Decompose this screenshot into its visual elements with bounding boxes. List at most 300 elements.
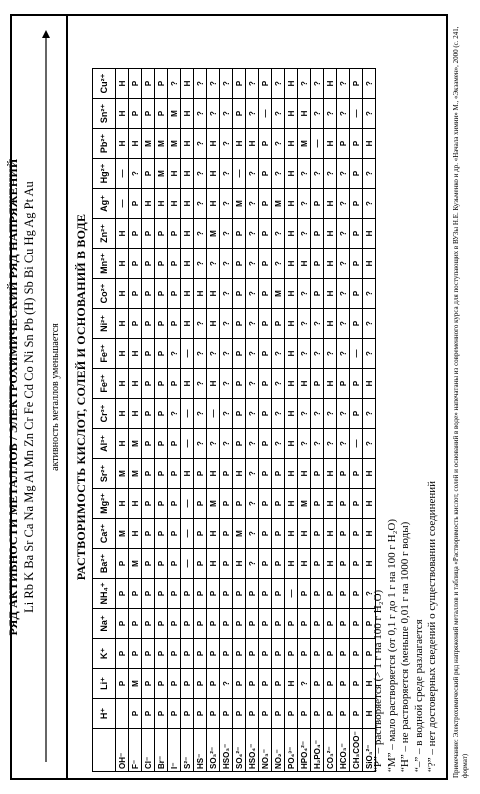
solubility-cell: Р [324,579,337,609]
solubility-cell: Р [259,669,272,699]
corner-cell [93,729,116,772]
solubility-cell: Н [116,99,129,129]
cation-header: Pb²⁺ [93,129,116,159]
solubility-cell: Р [246,669,259,699]
solubility-cell: Р [129,309,142,339]
solubility-cell: Н [285,309,298,339]
solubility-cell: М [233,189,246,219]
solubility-cell: ? [207,249,220,279]
cation-header: Li⁺ [93,669,116,699]
solubility-cell: Р [233,69,246,99]
cation-header: NH₄⁺ [93,579,116,609]
solubility-cell: ? [324,339,337,369]
solubility-cell: Р [311,369,324,399]
solubility-cell: ? [337,189,350,219]
solubility-cell: Р [337,549,350,579]
solubility-cell: Р [168,639,181,669]
solubility-cell: — [116,159,129,189]
solubility-cell: ? [311,399,324,429]
anion-label: Cl⁻ [142,729,155,772]
solubility-cell: Н [298,549,311,579]
solubility-cell: Р [155,459,168,489]
solubility-cell: ? [324,399,337,429]
solubility-cell: ? [168,339,181,369]
solubility-cell: Р [337,459,350,489]
solubility-cell: Н [285,279,298,309]
solubility-cell: ? [246,279,259,309]
solubility-cell: ? [272,69,285,99]
solubility-cell: Р [350,249,363,279]
solubility-cell: Н [285,69,298,99]
solubility-cell: Р [311,279,324,309]
solubility-cell: Р [194,549,207,579]
solubility-cell: Р [233,99,246,129]
solubility-cell: ? [363,339,376,369]
solubility-cell: Р [142,69,155,99]
solubility-cell: Р [194,669,207,699]
solubility-cell: Н [116,369,129,399]
solubility-cell: Р [233,429,246,459]
solubility-cell: Р [337,639,350,669]
solubility-cell: Р [246,609,259,639]
cation-header: Ca²⁺ [93,519,116,549]
solubility-cell: Н [116,339,129,369]
solubility-cell: ? [272,429,285,459]
solubility-cell: Р [129,279,142,309]
solubility-cell: ? [311,339,324,369]
cation-header: Fe³⁺ [93,339,116,369]
table-row [337,69,350,772]
solubility-cell: Н [324,249,337,279]
solubility-cell: Р [181,579,194,609]
solubility-cell: Р [337,369,350,399]
solubility-cell: Р [129,249,142,279]
solubility-cell: ? [246,99,259,129]
solubility-cell: ? [363,579,376,609]
solubility-cell: — [207,399,220,429]
solubility-cell: ? [272,399,285,429]
solubility-cell: Р [207,609,220,639]
solubility-cell: Р [350,699,363,729]
solubility-cell: Р [259,399,272,429]
solubility-cell: ? [363,309,376,339]
table-row [129,69,142,772]
solubility-cell: ? [194,99,207,129]
solubility-cell: Р [220,489,233,519]
table-row [207,69,220,772]
legend-item-question: “?” – нет достоверных сведений о существовании соединений [426,481,438,772]
solubility-cell: Н [207,279,220,309]
solubility-cell: М [298,129,311,159]
legend-item-m: “М” – мало растворяется (от 0,1 г до 1 г на 100 г H₂O) [385,518,398,772]
anion-label: I⁻ [168,729,181,772]
solubility-cell: Р [155,429,168,459]
solubility-cell: ? [311,429,324,459]
solubility-cell: М [168,129,181,159]
solubility-cell: Н [298,249,311,279]
solubility-cell: ? [298,309,311,339]
solubility-cell: Р [233,639,246,669]
solubility-cell: ? [272,129,285,159]
solubility-cell: Р [181,639,194,669]
solubility-cell: Р [142,429,155,459]
solubility-cell: ? [194,339,207,369]
solubility-cell: Р [324,639,337,669]
solubility-cell: Н [207,459,220,489]
solubility-cell: Р [207,669,220,699]
solubility-cell: Р [142,549,155,579]
solubility-cell: — [311,129,324,159]
cation-header: Al³⁺ [93,429,116,459]
activity-note: активность металлов уменьшается [50,323,61,471]
solubility-cell: Н [129,339,142,369]
solubility-cell: Р [311,459,324,489]
solubility-cell: ? [363,429,376,459]
solubility-cell: Р [259,249,272,279]
table-row [246,69,259,772]
solubility-cell: Р [337,669,350,699]
footnote: Примечание: Электрохимический ряд напряжений металлов и таблица «Растворимость кислот, солей и оснований в воде» напечатаны из современного курса для поступающих в ВУЗы Н.Е. Кузьменко и др. «Начала химии» М., «Экзамен», 2000 (с. 241, формат) [452,26,469,778]
solubility-cell: Р [350,579,363,609]
solubility-cell: Н [324,549,337,579]
solubility-cell: Р [168,669,181,699]
solubility-cell: Р [298,579,311,609]
solubility-cell: Р [259,129,272,159]
solubility-cell: Р [311,489,324,519]
activity-series: Li Rb K Ba Sr Ca Na Mg Al Mn Zn Cr Fe Cd Co Ni Sn Pb (H) Sb Bi Cu Hg Ag Pt Au [22,181,36,613]
solubility-cell: Н [181,309,194,339]
anion-label: PO₄³⁻ [285,729,298,772]
solubility-cell: Р [194,489,207,519]
cation-header: Ag⁺ [93,189,116,219]
solubility-cell: Н [142,189,155,219]
solubility-cell: Р [350,669,363,699]
solubility-cell: Н [285,369,298,399]
solubility-cell: Р [194,579,207,609]
solubility-table [92,68,376,772]
solubility-cell: Н [207,549,220,579]
solubility-cell: Н [324,519,337,549]
solubility-cell: Н [207,369,220,399]
solubility-cell: Р [142,519,155,549]
solubility-cell: Н [298,369,311,399]
solubility-cell: Р [142,159,155,189]
solubility-cell: Р [142,459,155,489]
solubility-cell: Р [155,699,168,729]
cation-header: Sn²⁺ [93,99,116,129]
solubility-cell: Р [116,579,129,609]
solubility-cell: Р [142,99,155,129]
solubility-cell: Н [363,129,376,159]
solubility-cell: ? [298,69,311,99]
table-row [324,69,337,772]
solubility-cell: Н [129,129,142,159]
solubility-cell: — [181,549,194,579]
solubility-cell: Р [155,489,168,519]
solubility-cell: М [207,219,220,249]
solubility-cell: Р [259,159,272,189]
solubility-cell: Н [285,129,298,159]
solubility-cell: ? [363,189,376,219]
solubility-cell: Н [181,189,194,219]
solubility-cell: ? [194,129,207,159]
solubility-cell: ? [246,219,259,249]
solubility-cell: ? [298,279,311,309]
solubility-cell: Р [259,309,272,339]
anion-label: CO₃²⁻ [324,729,337,772]
solubility-cell: ? [324,159,337,189]
solubility-cell: Р [350,219,363,249]
section-divider [66,14,68,780]
solubility-cell: Н [285,549,298,579]
solubility-cell: ? [363,279,376,309]
solubility-cell: ? [363,159,376,189]
solubility-cell: Н [285,489,298,519]
solubility-cell: ? [363,399,376,429]
table-row [220,69,233,772]
solubility-cell: М [207,489,220,519]
solubility-cell: ? [246,69,259,99]
solubility-cell: Р [298,639,311,669]
solubility-cell: Н [207,189,220,219]
solubility-cell: Р [155,399,168,429]
solubility-cell: Р [233,669,246,699]
anion-label: SO₄²⁻ [233,729,246,772]
solubility-cell: Р [337,489,350,519]
solubility-cell: Н [181,279,194,309]
solubility-cell: Р [168,609,181,639]
solubility-cell: Р [272,489,285,519]
solubility-cell: — [181,489,194,519]
solubility-cell: Р [142,399,155,429]
solubility-cell: Н [285,669,298,699]
solubility-cell [116,699,129,729]
solubility-cell: Р [311,579,324,609]
solubility-cell: Р [168,459,181,489]
solubility-cell: Н [363,549,376,579]
solubility-cell: ? [246,339,259,369]
solubility-cell: Н [155,189,168,219]
solubility-cell: Р [142,699,155,729]
solubility-cell: Р [155,339,168,369]
solubility-cell: Н [324,129,337,159]
solubility-cell: Р [220,579,233,609]
solubility-cell: Н [129,519,142,549]
legend-item-n: “Н” – не растворяется (меньше 0,01 г на 1000 г воды) [399,521,411,772]
table-row [168,69,181,772]
solubility-cell: ? [324,429,337,459]
table-row [233,69,246,772]
solubility-cell: Р [168,219,181,249]
solubility-cell: ? [207,99,220,129]
solubility-cell: Р [233,489,246,519]
solubility-cell: М [155,159,168,189]
solubility-cell: ? [337,429,350,459]
solubility-cell: Н [129,399,142,429]
solubility-cell: Н [116,399,129,429]
solubility-cell: ? [246,549,259,579]
solubility-cell: Р [116,549,129,579]
solubility-cell: ? [220,369,233,399]
solubility-cell: Р [324,609,337,639]
solubility-cell: ? [220,189,233,219]
cation-header: Cu²⁺ [93,69,116,99]
solubility-cell: Р [246,579,259,609]
solubility-cell: Р [142,309,155,339]
solubility-cell: Р [142,609,155,639]
solubility-cell: Р [168,429,181,459]
legend-item-p: “Р” – растворяется (> 1 г на 100 г H₂O) [372,589,384,772]
solubility-cell: ? [272,159,285,189]
solubility-cell: Н [324,219,337,249]
solubility-cell: Р [142,669,155,699]
solubility-cell: Н [246,129,259,159]
cation-header: Mn²⁺ [93,249,116,279]
solubility-cell: Н [129,489,142,519]
solubility-cell: ? [311,159,324,189]
solubility-cell: Р [350,309,363,339]
solubility-cell: Р [324,669,337,699]
solubility-cell: ? [337,399,350,429]
solubility-cell: Р [259,369,272,399]
solubility-cell: Р [272,609,285,639]
solubility-cell: Р [155,369,168,399]
solubility-cell: М [168,99,181,129]
solubility-cell: ? [298,429,311,459]
solubility-cell: Р [129,699,142,729]
solubility-cell: Р [259,339,272,369]
anion-label: HPO₄²⁻ [298,729,311,772]
solubility-cell: Н [116,219,129,249]
solubility-cell: ? [220,129,233,159]
solubility-cell: Р [194,609,207,639]
solubility-cell: ? [220,399,233,429]
solubility-cell: Н [129,369,142,399]
solubility-cell: Р [272,579,285,609]
solubility-cell: ? [311,69,324,99]
solubility-cell: Н [363,519,376,549]
solubility-cell: Р [220,549,233,579]
anion-label: S²⁻ [181,729,194,772]
solubility-cell: Н [324,189,337,219]
solubility-cell: ? [207,429,220,459]
solubility-cell: Н [324,69,337,99]
solubility-cell: Р [155,249,168,279]
solubility-cell: ? [272,249,285,279]
solubility-cell: М [116,459,129,489]
solubility-cell: Р [259,519,272,549]
solubility-cell: Н [116,429,129,459]
solubility-cell: Н [181,129,194,159]
solubility-cell: Р [116,639,129,669]
solubility-cell: ? [246,159,259,189]
solubility-cell: М [129,669,142,699]
solubility-cell: Р [350,69,363,99]
solubility-cell: Р [168,309,181,339]
solubility-cell: ? [337,219,350,249]
solubility-cell: Р [142,219,155,249]
solubility-cell: Н [285,219,298,249]
solubility-cell: М [129,549,142,579]
solubility-cell: ? [220,339,233,369]
solubility-cell: Н [181,69,194,99]
solubility-cell: Н [285,339,298,369]
solubility-cell: Н [285,429,298,459]
solubility-cell: ? [246,309,259,339]
solubility-cell: Р [155,99,168,129]
solubility-cell: Р [233,249,246,279]
solubility-cell: ? [207,69,220,99]
solubility-cell: Р [311,249,324,279]
solubility-cell: Н [285,99,298,129]
solubility-cell: — [181,339,194,369]
solubility-cell: Р [129,609,142,639]
solubility-cell: Н [363,489,376,519]
solubility-cell: Р [207,639,220,669]
table-row [272,69,285,772]
solubility-cell: ? [298,159,311,189]
table-row [155,69,168,772]
solubility-cell: ? [168,69,181,99]
solubility-cell: Н [233,549,246,579]
solubility-cell: М [155,129,168,159]
solubility-cell: — [116,189,129,219]
solubility-cell: Н [181,219,194,249]
table-row [285,69,298,772]
solubility-cell: Н [324,369,337,399]
solubility-cell: Н [285,189,298,219]
solubility-cell: Р [363,609,376,639]
cation-header: K⁺ [93,639,116,669]
solubility-cell: Р [155,639,168,669]
solubility-cell: Р [181,609,194,639]
solubility-cell: Р [155,519,168,549]
cation-header: Cr³⁺ [93,399,116,429]
solubility-cell: ? [194,69,207,99]
anion-label: F⁻ [129,729,142,772]
solubility-cell: Н [324,279,337,309]
solubility-cell: Н [207,159,220,189]
solubility-cell: Р [142,579,155,609]
solubility-cell: — [350,339,363,369]
solubility-cell: Р [194,459,207,489]
cation-header: Mg²⁺ [93,489,116,519]
solubility-cell: ? [194,429,207,459]
solubility-cell: Р [272,699,285,729]
solubility-cell: Р [181,669,194,699]
solubility-cell: Р [220,519,233,549]
solubility-cell: ? [272,339,285,369]
solubility-cell: ? [363,69,376,99]
solubility-cell: Р [350,399,363,429]
solubility-cell: Н [324,459,337,489]
solubility-cell: ? [298,339,311,369]
solubility-cell: ? [220,99,233,129]
anion-label: SO₃²⁻ [207,729,220,772]
solubility-cell: ? [246,399,259,429]
anion-label: HS⁻ [194,729,207,772]
solubility-cell: ? [337,69,350,99]
solubility-cell: Р [350,639,363,669]
solubility-cell: ? [272,369,285,399]
solubility-cell: Р [207,579,220,609]
solubility-cell: ? [272,219,285,249]
cation-header: Co²⁺ [93,279,116,309]
solubility-cell: — [259,99,272,129]
solubility-cell: М [129,429,142,459]
solubility-cell: Р [272,309,285,339]
solubility-cell: Н [324,489,337,519]
